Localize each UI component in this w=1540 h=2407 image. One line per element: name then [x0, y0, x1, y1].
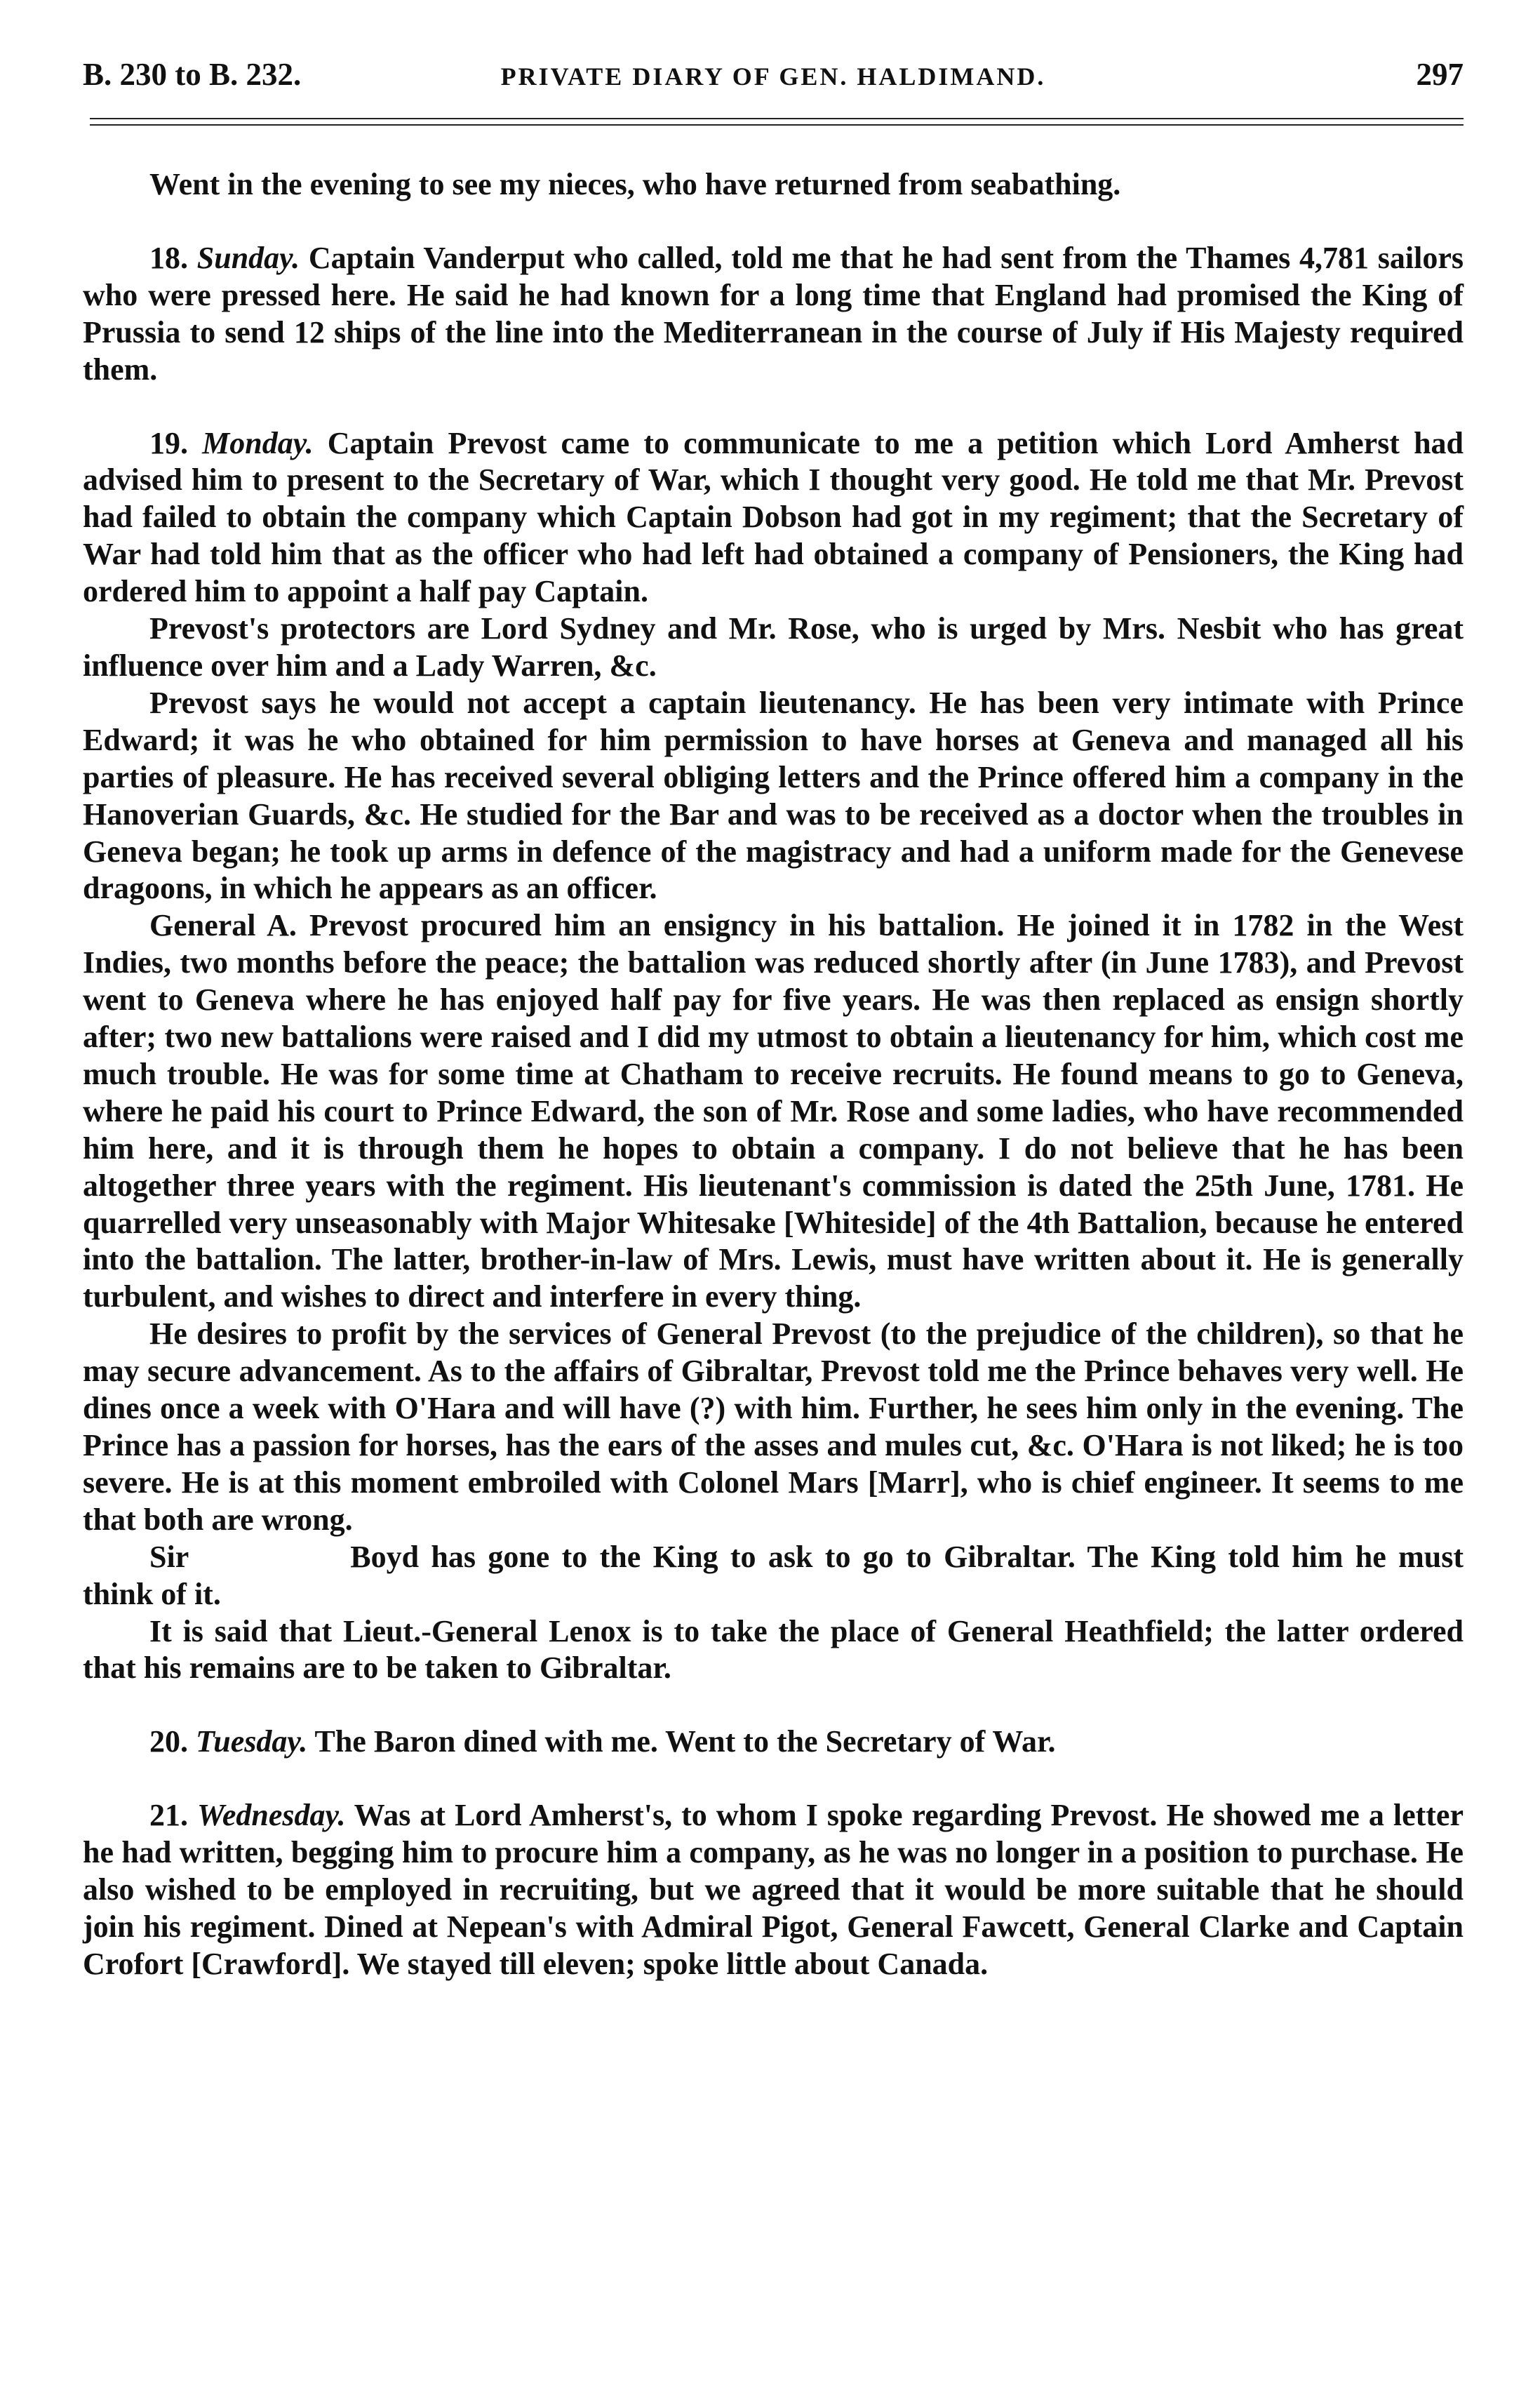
entry-number: 18. [149, 240, 188, 275]
entry-21-wednesday [83, 1797, 1464, 1983]
entry-number: 21. [149, 1798, 188, 1833]
entry-day: Sunday. [196, 240, 300, 275]
header-double-rule [90, 118, 1464, 126]
page-number: 297 [1416, 57, 1464, 92]
diary-text [83, 166, 1464, 1983]
paragraph-prince-edward: Prevost says he would not accept a captain lieutenancy. He has been very intimate with Prince Edward; it was he who obtained for him permission to have horses at Geneva and managed all his parties of pleasure. He has received several obliging letters and the Prince offered him a company in the Hanoverian Guards, &c. He studied for the Bar and was to be received as a doctor when the troubles in Geneva began; he took up arms in defence of the magistracy and had a uniform made for the Genevese dragoons, in which he appears as an officer. [83, 685, 1464, 906]
paragraph-ensigncy: General A. Prevost procured him an ensigncy in his battalion. He joined it in 1782 in the West Indies, two months before the peace; the battalion was reduced shortly after (in June 1783), and Prevost went to Geneva where he has enjoyed half pay for five years. He was then replaced as ensign shortly after; two new battalions were raised and I did my utmost to obtain a lieutenancy for him, which cost me much trouble. He was for some time at Chatham to receive recruits. He found means to go to Geneva, where he paid his court to Prince Edward, the son of Mr. Rose and some ladies, who have recommended him here, and it is through them he hopes to obtain a company. I do not believe that he has been altogether three years with the regiment. His lieutenant's commission is dated the 25th June, 1781. He quarrelled very unseasonably with Major Whitesake [Whiteside] of the 4th Battalion, because he entered into the battalion. The latter, brother-in-law of Mrs. Lewis, must have written about it. He is generally turbulent, and wishes to direct and interfere in every thing. [83, 908, 1464, 1314]
entry-18-sunday [83, 240, 1464, 389]
running-head [83, 56, 1464, 98]
entry-text: Captain Vanderput who called, told me that he had sent from the Thames 4,781 sailors who were pressed here. He said he had known for a long time that England had promised the King of Prussia to send 12 ships of the line into the Mediterranean in the course of July if His Majesty required them. [83, 240, 1464, 387]
paragraph-lenox: It is said that Lieut.-General Lenox is to take the place of General Heathfield; the latter ordered that his remains are to be taken to Gibraltar. [83, 1613, 1464, 1686]
paragraph-gibraltar: He desires to profit by the services of General Prevost (to the prejudice of the children), so that he may secure advancement. As to the affairs of Gibraltar, Prevost told me the Prince behaves very well. He dines once a week with O'Hara and will have (?) with him. Further, he sees him only in the evening. The Prince has a passion for horses, has the ears of the asses and mules cut, &c. O'Hara is not liked; he is too severe. He is at this moment embroiled with Colonel Mars [Marr], who is chief engineer. It seems to me that both are wrong. [83, 1316, 1464, 1537]
entry-20-tuesday [83, 1723, 1464, 1761]
entry-number: 20. [149, 1724, 188, 1759]
entry-number: 19. [149, 425, 188, 460]
entry-text: Captain Prevost came to communicate to me a petition which Lord Amherst had advised him to present to the Secretary of War, which I thought very good. He told me that Mr. Prevost had failed to obtain the company which Captain Dobson had got in my regiment; that the Secretary of War had told him that as the officer who had left had obtained a company of Pensioners, the King had ordered him to appoint a half pay Captain. [83, 425, 1464, 609]
document-reference: B. 230 to B. 232. [83, 57, 302, 92]
sir-label: Sir [149, 1539, 189, 1574]
entry-text: Was at Lord Amherst's, to whom I spoke regarding Prevost. He showed me a letter he had written, begging him to procure him a company, as he was no longer in a position to purchase. He also wished to be employed in recruiting, but we agreed that it would be more suitable that he should join his regiment. Dined at Nepean's with Admiral Pigot, General Fawcett, General Clarke and Captain Crofort [Crawford]. We stayed till eleven; spoke little about Canada. [83, 1798, 1464, 1981]
entry-day: Tuesday. [196, 1724, 308, 1759]
entry-19-monday [83, 425, 1464, 611]
entry-day: Wednesday. [197, 1798, 346, 1833]
running-title: PRIVATE DIARY OF GEN. HALDIMAND. [500, 62, 1046, 91]
paragraph-boyd [83, 1539, 1464, 1613]
entry-day: Monday. [202, 425, 314, 460]
paragraph-protectors: Prevost's protectors are Lord Sydney and Mr. Rose, who is urged by Mrs. Nesbit who has great influence over him and a Lady Warren, &c. [83, 611, 1464, 683]
boyd-text: Boyd has gone to the King to ask to go to Gibraltar. The King told him he must think of it. [83, 1539, 1464, 1611]
paragraph-evening-visit: Went in the evening to see my nieces, who have returned from seabathing. [149, 167, 1121, 201]
entry-text: The Baron dined with me. Went to the Secretary of War. [314, 1724, 1056, 1759]
document-page [83, 56, 1464, 1983]
